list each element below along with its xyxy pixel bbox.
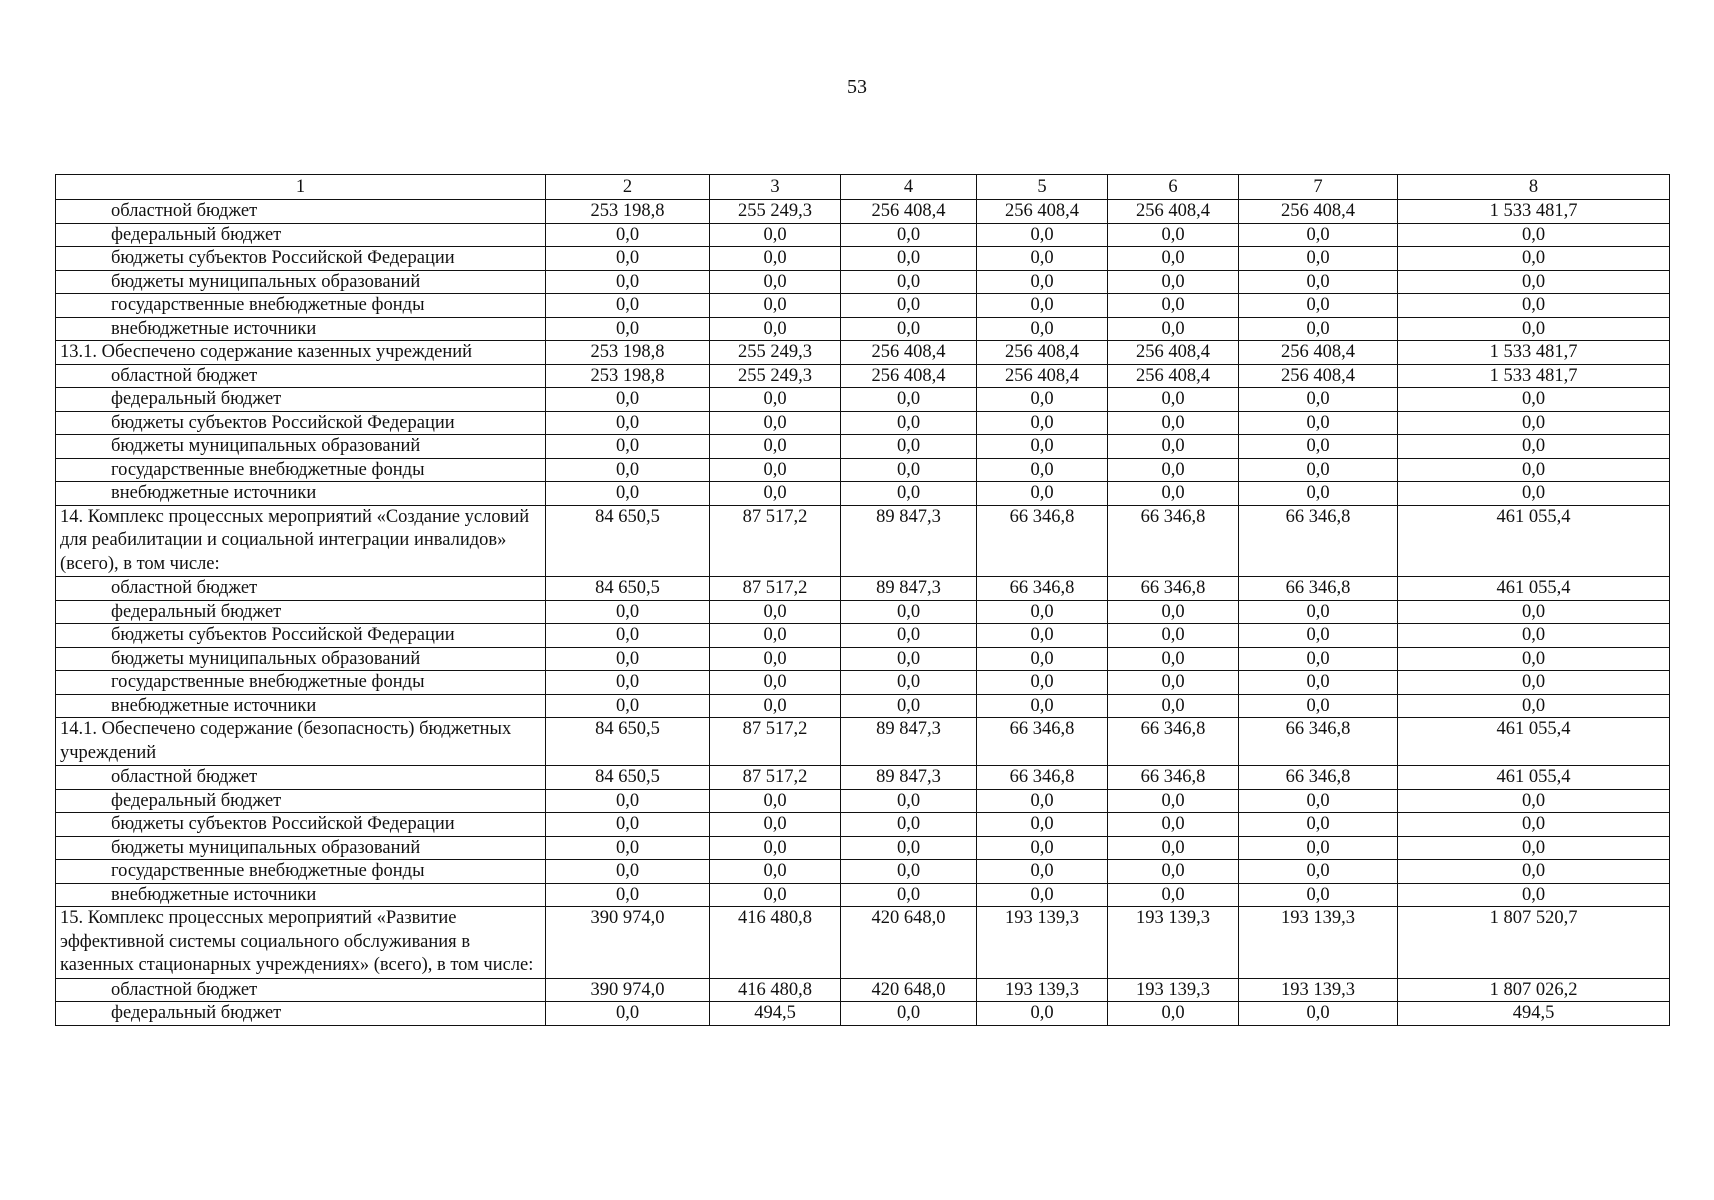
table-row <box>56 624 1670 648</box>
column-header: 5 <box>977 175 1108 200</box>
value-cell: 0,0 <box>1398 789 1670 813</box>
value-cell: 416 480,8 <box>710 978 841 1002</box>
value-cell: 461 055,4 <box>1398 577 1670 601</box>
value-cell: 1 533 481,7 <box>1398 341 1670 365</box>
value-cell: 0,0 <box>1108 388 1239 412</box>
table-row <box>56 577 1670 601</box>
value-cell: 87 517,2 <box>710 505 841 577</box>
value-cell: 256 408,4 <box>1239 341 1398 365</box>
value-cell: 0,0 <box>546 435 710 459</box>
value-cell: 255 249,3 <box>710 341 841 365</box>
column-header: 1 <box>56 175 546 200</box>
table-row <box>56 907 1670 979</box>
value-cell: 87 517,2 <box>710 766 841 790</box>
row-label: бюджеты субъектов Российской Федерации <box>56 247 546 271</box>
row-label: бюджеты субъектов Российской Федерации <box>56 624 546 648</box>
value-cell: 0,0 <box>977 600 1108 624</box>
value-cell: 0,0 <box>1108 317 1239 341</box>
value-cell: 256 408,4 <box>841 364 977 388</box>
value-cell: 390 974,0 <box>546 978 710 1002</box>
row-label: областной бюджет <box>56 766 546 790</box>
value-cell: 0,0 <box>1108 1002 1239 1026</box>
value-cell: 0,0 <box>1108 294 1239 318</box>
value-cell: 0,0 <box>546 247 710 271</box>
value-cell: 0,0 <box>977 247 1108 271</box>
value-cell: 0,0 <box>841 600 977 624</box>
value-cell: 0,0 <box>1108 458 1239 482</box>
table-header-row <box>56 175 1670 200</box>
value-cell: 0,0 <box>841 836 977 860</box>
value-cell: 461 055,4 <box>1398 766 1670 790</box>
row-label: бюджеты муниципальных образований <box>56 270 546 294</box>
value-cell: 66 346,8 <box>1108 766 1239 790</box>
value-cell: 256 408,4 <box>977 200 1108 224</box>
value-cell: 84 650,5 <box>546 766 710 790</box>
value-cell: 0,0 <box>1108 270 1239 294</box>
value-cell: 0,0 <box>977 860 1108 884</box>
value-cell: 256 408,4 <box>977 341 1108 365</box>
row-label: государственные внебюджетные фонды <box>56 671 546 695</box>
value-cell: 0,0 <box>1239 1002 1398 1026</box>
value-cell: 0,0 <box>710 671 841 695</box>
value-cell: 0,0 <box>1239 435 1398 459</box>
value-cell: 0,0 <box>1108 247 1239 271</box>
value-cell: 66 346,8 <box>977 577 1108 601</box>
value-cell: 0,0 <box>1239 294 1398 318</box>
value-cell: 84 650,5 <box>546 577 710 601</box>
value-cell: 0,0 <box>1398 836 1670 860</box>
row-label: 14.1. Обеспечено содержание (безопасность) бюджетных учреждений <box>56 718 546 766</box>
table-row <box>56 435 1670 459</box>
value-cell: 0,0 <box>841 789 977 813</box>
value-cell: 0,0 <box>1239 694 1398 718</box>
value-cell: 0,0 <box>977 789 1108 813</box>
value-cell: 0,0 <box>841 294 977 318</box>
value-cell: 0,0 <box>1398 223 1670 247</box>
value-cell: 0,0 <box>1239 860 1398 884</box>
value-cell: 255 249,3 <box>710 364 841 388</box>
value-cell: 66 346,8 <box>1239 766 1398 790</box>
value-cell: 0,0 <box>710 223 841 247</box>
table-row <box>56 718 1670 766</box>
table-row <box>56 294 1670 318</box>
value-cell: 0,0 <box>1239 671 1398 695</box>
value-cell: 0,0 <box>1398 247 1670 271</box>
row-label: внебюджетные источники <box>56 317 546 341</box>
value-cell: 256 408,4 <box>1108 341 1239 365</box>
value-cell: 0,0 <box>977 694 1108 718</box>
row-label: государственные внебюджетные фонды <box>56 458 546 482</box>
value-cell: 0,0 <box>977 435 1108 459</box>
table-row <box>56 813 1670 837</box>
value-cell: 89 847,3 <box>841 505 977 577</box>
value-cell: 0,0 <box>546 482 710 506</box>
value-cell: 0,0 <box>841 1002 977 1026</box>
value-cell: 0,0 <box>710 270 841 294</box>
value-cell: 0,0 <box>1398 458 1670 482</box>
value-cell: 0,0 <box>1239 223 1398 247</box>
value-cell: 0,0 <box>841 482 977 506</box>
value-cell: 0,0 <box>710 883 841 907</box>
value-cell: 84 650,5 <box>546 718 710 766</box>
value-cell: 0,0 <box>1239 836 1398 860</box>
value-cell: 66 346,8 <box>1108 505 1239 577</box>
value-cell: 0,0 <box>1108 624 1239 648</box>
value-cell: 66 346,8 <box>1239 505 1398 577</box>
value-cell: 87 517,2 <box>710 577 841 601</box>
value-cell: 0,0 <box>1108 883 1239 907</box>
value-cell: 0,0 <box>1239 789 1398 813</box>
table-row <box>56 860 1670 884</box>
value-cell: 0,0 <box>1239 388 1398 412</box>
value-cell: 0,0 <box>1239 458 1398 482</box>
value-cell: 253 198,8 <box>546 364 710 388</box>
row-label: бюджеты субъектов Российской Федерации <box>56 411 546 435</box>
value-cell: 0,0 <box>1108 600 1239 624</box>
value-cell: 0,0 <box>1398 883 1670 907</box>
value-cell: 0,0 <box>546 789 710 813</box>
row-label: 15. Комплекс процессных мероприятий «Развитие эффективной системы социального обслуживания в казенных стационарных учреждениях» (всего), в том числе: <box>56 907 546 979</box>
value-cell: 0,0 <box>977 883 1108 907</box>
column-header: 6 <box>1108 175 1239 200</box>
value-cell: 0,0 <box>1398 813 1670 837</box>
value-cell: 0,0 <box>546 813 710 837</box>
value-cell: 0,0 <box>977 813 1108 837</box>
value-cell: 0,0 <box>1108 647 1239 671</box>
value-cell: 0,0 <box>546 671 710 695</box>
table-row <box>56 482 1670 506</box>
row-label: областной бюджет <box>56 978 546 1002</box>
value-cell: 0,0 <box>841 860 977 884</box>
value-cell: 0,0 <box>1398 600 1670 624</box>
value-cell: 66 346,8 <box>1108 718 1239 766</box>
value-cell: 0,0 <box>1239 411 1398 435</box>
value-cell: 253 198,8 <box>546 341 710 365</box>
table-row <box>56 341 1670 365</box>
budget-table <box>55 174 1670 1026</box>
value-cell: 0,0 <box>710 411 841 435</box>
table-row <box>56 411 1670 435</box>
table-row <box>56 836 1670 860</box>
value-cell: 0,0 <box>1239 624 1398 648</box>
value-cell: 0,0 <box>710 789 841 813</box>
value-cell: 420 648,0 <box>841 907 977 979</box>
value-cell: 0,0 <box>1239 600 1398 624</box>
value-cell: 0,0 <box>1108 223 1239 247</box>
value-cell: 461 055,4 <box>1398 718 1670 766</box>
row-label: 13.1. Обеспечено содержание казенных учреждений <box>56 341 546 365</box>
value-cell: 0,0 <box>977 482 1108 506</box>
value-cell: 0,0 <box>546 388 710 412</box>
value-cell: 0,0 <box>710 813 841 837</box>
value-cell: 0,0 <box>546 411 710 435</box>
value-cell: 0,0 <box>1239 883 1398 907</box>
value-cell: 0,0 <box>1398 671 1670 695</box>
column-header: 4 <box>841 175 977 200</box>
value-cell: 193 139,3 <box>977 978 1108 1002</box>
value-cell: 0,0 <box>1239 247 1398 271</box>
row-label: внебюджетные источники <box>56 482 546 506</box>
value-cell: 0,0 <box>1108 836 1239 860</box>
value-cell: 66 346,8 <box>1239 718 1398 766</box>
value-cell: 253 198,8 <box>546 200 710 224</box>
value-cell: 0,0 <box>710 860 841 884</box>
row-label: федеральный бюджет <box>56 600 546 624</box>
value-cell: 66 346,8 <box>977 505 1108 577</box>
value-cell: 0,0 <box>977 317 1108 341</box>
value-cell: 256 408,4 <box>1108 200 1239 224</box>
value-cell: 0,0 <box>1108 694 1239 718</box>
value-cell: 0,0 <box>1108 482 1239 506</box>
value-cell: 0,0 <box>1398 694 1670 718</box>
value-cell: 390 974,0 <box>546 907 710 979</box>
table-row <box>56 600 1670 624</box>
value-cell: 0,0 <box>546 883 710 907</box>
column-header: 7 <box>1239 175 1398 200</box>
table-row <box>56 270 1670 294</box>
row-label: внебюджетные источники <box>56 694 546 718</box>
row-label: внебюджетные источники <box>56 883 546 907</box>
row-label: областной бюджет <box>56 364 546 388</box>
value-cell: 0,0 <box>546 1002 710 1026</box>
row-label: бюджеты муниципальных образований <box>56 836 546 860</box>
value-cell: 256 408,4 <box>977 364 1108 388</box>
value-cell: 89 847,3 <box>841 577 977 601</box>
row-label: федеральный бюджет <box>56 223 546 247</box>
value-cell: 0,0 <box>841 883 977 907</box>
value-cell: 193 139,3 <box>977 907 1108 979</box>
row-label: бюджеты муниципальных образований <box>56 647 546 671</box>
value-cell: 420 648,0 <box>841 978 977 1002</box>
table-row <box>56 647 1670 671</box>
value-cell: 0,0 <box>977 671 1108 695</box>
value-cell: 0,0 <box>1398 647 1670 671</box>
value-cell: 0,0 <box>546 223 710 247</box>
value-cell: 0,0 <box>977 1002 1108 1026</box>
value-cell: 256 408,4 <box>1239 200 1398 224</box>
value-cell: 0,0 <box>841 435 977 459</box>
value-cell: 0,0 <box>1108 860 1239 884</box>
value-cell: 0,0 <box>841 223 977 247</box>
value-cell: 0,0 <box>710 647 841 671</box>
value-cell: 0,0 <box>546 600 710 624</box>
value-cell: 0,0 <box>546 270 710 294</box>
value-cell: 0,0 <box>710 694 841 718</box>
table-row <box>56 364 1670 388</box>
value-cell: 0,0 <box>1108 789 1239 813</box>
value-cell: 0,0 <box>1398 270 1670 294</box>
value-cell: 0,0 <box>1398 482 1670 506</box>
table-row <box>56 789 1670 813</box>
value-cell: 193 139,3 <box>1239 907 1398 979</box>
row-label: областной бюджет <box>56 577 546 601</box>
value-cell: 193 139,3 <box>1108 978 1239 1002</box>
table-row <box>56 694 1670 718</box>
value-cell: 0,0 <box>710 317 841 341</box>
row-label: федеральный бюджет <box>56 388 546 412</box>
value-cell: 0,0 <box>710 836 841 860</box>
table-row <box>56 458 1670 482</box>
table-row <box>56 505 1670 577</box>
value-cell: 1 533 481,7 <box>1398 364 1670 388</box>
value-cell: 0,0 <box>1398 294 1670 318</box>
value-cell: 66 346,8 <box>977 718 1108 766</box>
value-cell: 256 408,4 <box>1239 364 1398 388</box>
value-cell: 0,0 <box>1398 317 1670 341</box>
table-row <box>56 223 1670 247</box>
value-cell: 0,0 <box>546 860 710 884</box>
table-row <box>56 200 1670 224</box>
value-cell: 0,0 <box>977 294 1108 318</box>
value-cell: 0,0 <box>977 411 1108 435</box>
value-cell: 1 533 481,7 <box>1398 200 1670 224</box>
value-cell: 0,0 <box>546 694 710 718</box>
value-cell: 0,0 <box>546 836 710 860</box>
value-cell: 0,0 <box>841 411 977 435</box>
value-cell: 0,0 <box>1398 624 1670 648</box>
value-cell: 193 139,3 <box>1108 907 1239 979</box>
value-cell: 66 346,8 <box>1239 577 1398 601</box>
row-label: государственные внебюджетные фонды <box>56 860 546 884</box>
value-cell: 0,0 <box>710 600 841 624</box>
value-cell: 0,0 <box>1239 813 1398 837</box>
value-cell: 0,0 <box>977 388 1108 412</box>
row-label: областной бюджет <box>56 200 546 224</box>
value-cell: 0,0 <box>1239 317 1398 341</box>
table-row <box>56 388 1670 412</box>
value-cell: 0,0 <box>1239 270 1398 294</box>
column-header: 2 <box>546 175 710 200</box>
value-cell: 87 517,2 <box>710 718 841 766</box>
value-cell: 66 346,8 <box>977 766 1108 790</box>
table-row <box>56 766 1670 790</box>
value-cell: 0,0 <box>1398 435 1670 459</box>
value-cell: 0,0 <box>1398 860 1670 884</box>
table-row <box>56 978 1670 1002</box>
value-cell: 0,0 <box>1108 411 1239 435</box>
value-cell: 89 847,3 <box>841 718 977 766</box>
value-cell: 0,0 <box>1398 411 1670 435</box>
value-cell: 0,0 <box>710 388 841 412</box>
page-number: 53 <box>847 76 867 98</box>
column-header: 8 <box>1398 175 1670 200</box>
value-cell: 0,0 <box>546 317 710 341</box>
value-cell: 0,0 <box>841 671 977 695</box>
row-label: федеральный бюджет <box>56 789 546 813</box>
value-cell: 0,0 <box>977 624 1108 648</box>
value-cell: 0,0 <box>841 317 977 341</box>
value-cell: 494,5 <box>710 1002 841 1026</box>
value-cell: 0,0 <box>841 647 977 671</box>
value-cell: 66 346,8 <box>1108 577 1239 601</box>
value-cell: 1 807 520,7 <box>1398 907 1670 979</box>
value-cell: 0,0 <box>710 247 841 271</box>
value-cell: 0,0 <box>977 270 1108 294</box>
value-cell: 0,0 <box>977 836 1108 860</box>
value-cell: 256 408,4 <box>1108 364 1239 388</box>
value-cell: 0,0 <box>841 813 977 837</box>
row-label: государственные внебюджетные фонды <box>56 294 546 318</box>
value-cell: 0,0 <box>841 247 977 271</box>
value-cell: 416 480,8 <box>710 907 841 979</box>
value-cell: 0,0 <box>977 223 1108 247</box>
value-cell: 256 408,4 <box>841 341 977 365</box>
table-row <box>56 883 1670 907</box>
value-cell: 0,0 <box>977 647 1108 671</box>
table-row <box>56 247 1670 271</box>
value-cell: 0,0 <box>1108 671 1239 695</box>
value-cell: 494,5 <box>1398 1002 1670 1026</box>
value-cell: 0,0 <box>546 294 710 318</box>
value-cell: 0,0 <box>710 624 841 648</box>
row-label: федеральный бюджет <box>56 1002 546 1026</box>
value-cell: 0,0 <box>710 294 841 318</box>
value-cell: 0,0 <box>546 647 710 671</box>
value-cell: 0,0 <box>841 388 977 412</box>
value-cell: 0,0 <box>546 458 710 482</box>
value-cell: 0,0 <box>1239 482 1398 506</box>
column-header: 3 <box>710 175 841 200</box>
value-cell: 1 807 026,2 <box>1398 978 1670 1002</box>
value-cell: 0,0 <box>1398 388 1670 412</box>
row-label: 14. Комплекс процессных мероприятий «Создание условий для реабилитации и социальной интеграции инвалидов» (всего), в том числе: <box>56 505 546 577</box>
value-cell: 0,0 <box>841 624 977 648</box>
value-cell: 84 650,5 <box>546 505 710 577</box>
table-row <box>56 1002 1670 1026</box>
value-cell: 0,0 <box>841 270 977 294</box>
row-label: бюджеты муниципальных образований <box>56 435 546 459</box>
value-cell: 0,0 <box>1108 435 1239 459</box>
value-cell: 461 055,4 <box>1398 505 1670 577</box>
value-cell: 0,0 <box>841 694 977 718</box>
value-cell: 0,0 <box>841 458 977 482</box>
row-label: бюджеты субъектов Российской Федерации <box>56 813 546 837</box>
value-cell: 0,0 <box>710 435 841 459</box>
value-cell: 0,0 <box>1239 647 1398 671</box>
value-cell: 0,0 <box>546 624 710 648</box>
value-cell: 0,0 <box>710 482 841 506</box>
value-cell: 0,0 <box>710 458 841 482</box>
value-cell: 256 408,4 <box>841 200 977 224</box>
table-row <box>56 671 1670 695</box>
value-cell: 255 249,3 <box>710 200 841 224</box>
value-cell: 0,0 <box>1108 813 1239 837</box>
table-row <box>56 317 1670 341</box>
value-cell: 89 847,3 <box>841 766 977 790</box>
value-cell: 0,0 <box>977 458 1108 482</box>
value-cell: 193 139,3 <box>1239 978 1398 1002</box>
